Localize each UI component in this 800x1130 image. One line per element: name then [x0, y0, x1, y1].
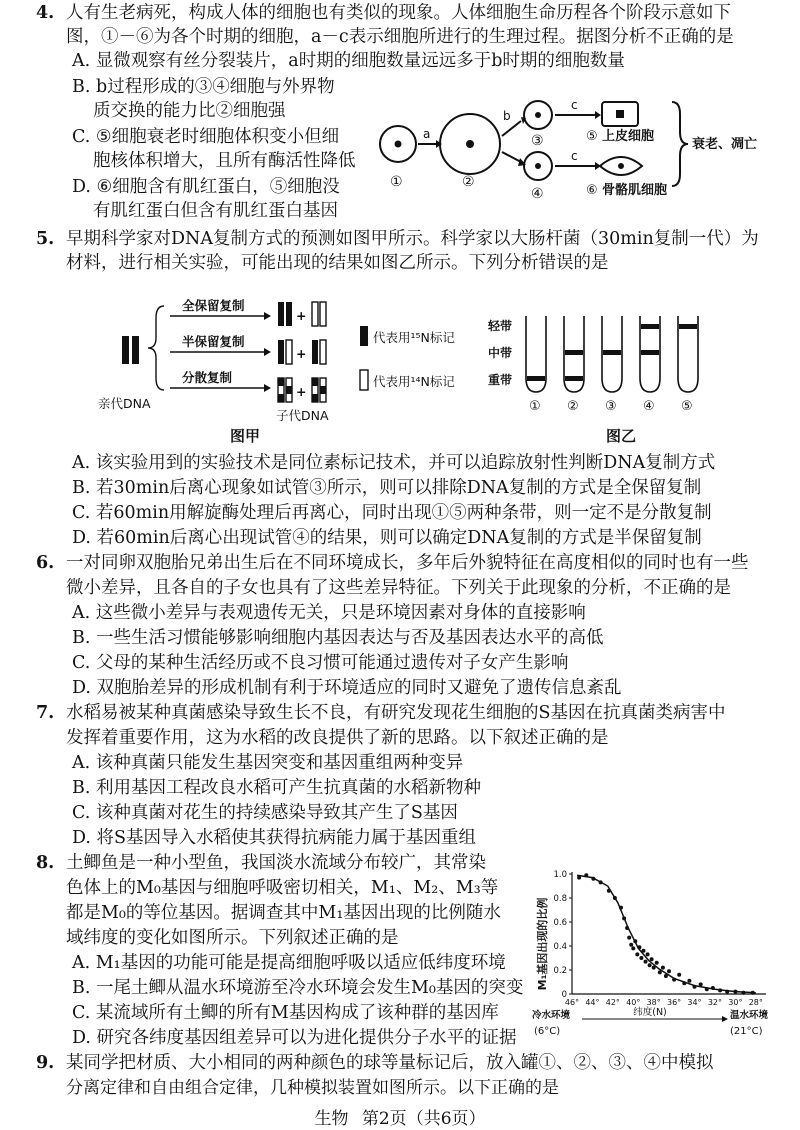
chart-data-point: [699, 982, 703, 986]
chart-right-note: 温水环境: [730, 1010, 769, 1021]
q5-stem-line2: 材料，进行相关实验，可能出现的结果如图乙所示。下列分析错误的是: [66, 253, 609, 273]
svg-text:c: c: [571, 98, 578, 112]
svg-text:⑤: ⑤: [586, 129, 598, 144]
chart-y-tick-label: 0: [561, 990, 567, 1000]
chart-data-point: [635, 952, 639, 956]
footer-subject: 生物: [314, 1109, 349, 1129]
q8-option-d: D. 研究各纬度基因组差异可以为进化提供分子水平的证据: [72, 1028, 517, 1048]
chart-data-point: [639, 956, 643, 960]
svg-text:②: ②: [567, 399, 579, 414]
chart-data-point: [625, 926, 629, 930]
svg-text:⑤: ⑤: [681, 399, 693, 414]
chart-data-point: [619, 906, 623, 910]
chart-x-tick-label: 34°: [687, 998, 702, 1007]
chart-data-point: [627, 936, 631, 940]
q7-number: 7.: [36, 703, 55, 723]
chart-data-point: [646, 952, 650, 956]
q4-stem-line2: 图，①－⑥为各个时期的细胞，a－c表示细胞所进行的生理过程。据图分析不正确的是: [66, 27, 734, 47]
q4-option-c-cont: 胞核体积增大，且所有酶活性降低: [93, 151, 356, 171]
band-light-label: 轻带: [488, 319, 513, 333]
q8-option-b: B. 一尾土鲫从温水环境游至冷水环境会发生M₀基因的突变: [72, 978, 524, 998]
q8-number: 8.: [36, 853, 55, 873]
mode-semiconservative: 半保留复制: [182, 334, 245, 349]
chart-data-point: [642, 949, 646, 953]
chart-data-point: [687, 979, 691, 983]
q4-option-d: D. ⑥细胞含有肌红蛋白，⑤细胞没: [72, 177, 340, 197]
q6-number: 6.: [36, 553, 55, 573]
svg-text:+: +: [296, 346, 307, 361]
fig-yi-caption: 图乙: [606, 427, 637, 445]
chart-data-point: [658, 970, 662, 974]
q5-figure-jia: [98, 292, 478, 438]
q8-stem-line2: 色体上的M₀基因与细胞呼吸密切相关，M₁、M₂、M₃等: [66, 878, 499, 898]
svg-text:骨骼肌细胞: 骨骼肌细胞: [602, 183, 668, 198]
svg-text:衰老、凋亡: 衰老、凋亡: [692, 137, 758, 152]
q6-stem-line2: 微小差异，且各自的子女也具有了这些差异特征。下列关于此现象的分析，不正确的是: [66, 578, 731, 598]
svg-text:④: ④: [643, 399, 655, 414]
parent-dna-label: 亲代DNA: [98, 396, 151, 411]
band-middle-label: 中带: [488, 346, 513, 360]
chart-left-note: 冷水环境: [532, 1010, 571, 1021]
q6-stem-line1: 6. 一对同卵双胞胎兄弟出生后在不同环境成长，多年后外貌特征在高度相似的同时也有一些: [36, 553, 749, 573]
chart-data-point: [637, 945, 641, 949]
chart-data-point: [733, 990, 737, 994]
q7-stem-line2: 发挥着重要作用，这为水稻的改良提供了新的思路。以下叙述正确的是: [66, 728, 609, 748]
q4-cell-diagram: [378, 88, 780, 204]
chart-x-tick-label: 36°: [667, 998, 682, 1007]
chart-x-tick-label: 40°: [626, 998, 641, 1007]
q5-option-c: C. 若60min用解旋酶处理后再离心，同时出现①⑤两种条带，则一定不是分散复制: [72, 503, 712, 523]
chart-data-point: [664, 974, 668, 978]
q5-figure-yi: [488, 312, 728, 416]
q5-number: 5.: [36, 229, 55, 249]
band-heavy-label: 重带: [488, 373, 513, 387]
svg-text:③: ③: [531, 133, 544, 149]
q9-stem-line2: 分离定律和自由组合定律，几种模拟装置如图所示。以下正确的是: [66, 1078, 559, 1098]
chart-data-point: [718, 988, 722, 992]
q7-option-c: C. 该种真菌对花生的持续感染导致其产生了S基因: [72, 803, 458, 823]
svg-text:①: ①: [529, 399, 541, 414]
q6-option-b: B. 一些生活习惯能够影响细胞内基因表达与否及基因表达水平的高低: [72, 628, 604, 648]
chart-data-point: [607, 889, 611, 893]
svg-text:②: ②: [462, 174, 475, 190]
q8-chart: [530, 862, 780, 1042]
chart-data-point: [633, 939, 637, 943]
chart-y-tick-label: 0.2: [553, 966, 567, 976]
footer-page: 第2页（共6页）: [361, 1109, 486, 1129]
q8-option-a: A. M₁基因的功能可能是提高细胞呼吸以适应低纬度环境: [72, 953, 506, 973]
chart-y-axis-label: M₁基因出现的比例: [536, 897, 549, 991]
q9-number: 9.: [36, 1053, 55, 1073]
chart-data-point: [677, 973, 681, 977]
svg-text:a: a: [423, 127, 431, 141]
svg-text:c: c: [571, 149, 578, 163]
chart-data-point: [667, 969, 671, 973]
q4-number: 4.: [36, 3, 55, 23]
page-footer: [0, 1104, 800, 1129]
q4-option-d-cont: 有肌红蛋白但含有肌红蛋白基因: [93, 201, 338, 221]
q6-option-d: D. 双胞胎差异的形成机制有利于环境适应的同时又避免了遗传信息紊乱: [72, 678, 622, 698]
chart-data-point: [705, 987, 709, 991]
chart-y-tick-label: 0.6: [553, 918, 567, 928]
svg-text:④: ④: [531, 186, 544, 202]
chart-x-tick-label: 44°: [585, 998, 600, 1007]
q4-option-a: A. 显微观察有丝分裂装片，a时期的细胞数量远远多于b时期的细胞数量: [72, 51, 625, 71]
q9-stem-line1: 9. 某同学把材质、大小相同的两种颜色的球等量标记后，放入罐①、②、③、④中模拟: [36, 1053, 714, 1073]
chart-data-point: [577, 876, 581, 880]
q7-option-d: D. 将S基因导入水稻使其获得抗病能力属于基因重组: [72, 828, 477, 848]
q4-stem-line1: 4. 人有生老病死，构成人体的细胞也有类似的现象。人体细胞生命历程各个阶段示意如下: [36, 3, 731, 23]
q6-option-a: A. 这些微小差异与表观遗传无关，只是环境因素对身体的直接影响: [72, 603, 586, 623]
chart-data-point: [742, 991, 746, 995]
q8-option-c: C. 某流域所有土鲫的所有M基因构成了该种群的基因库: [72, 1003, 499, 1023]
chart-data-point: [711, 986, 715, 990]
mode-dispersive: 分散复制: [182, 370, 233, 385]
chart-y-tick-label: 1.0: [553, 870, 567, 880]
chart-x-tick-label: 32°: [707, 998, 723, 1007]
chart-x-tick-label: 42°: [605, 998, 620, 1007]
chart-data-point: [693, 985, 697, 989]
mode-conservative: 全保留复制: [182, 298, 245, 313]
chart-data-point: [652, 966, 656, 970]
chart-data-point: [655, 961, 659, 965]
chart-data-point: [584, 873, 588, 877]
chart-data-point: [725, 990, 729, 994]
legend-14n: 代表用¹⁴N标记: [373, 374, 455, 389]
chart-data-point: [650, 957, 654, 961]
chart-data-point: [622, 916, 626, 920]
svg-text:上皮细胞: 上皮细胞: [602, 129, 655, 144]
chart-x-tick-label: 46°: [564, 998, 580, 1007]
q5-option-d: D. 若60min后离心出现试管④的结果，则可以确定DNA复制的方式是半保留复制: [72, 528, 702, 548]
chart-data-point: [613, 896, 617, 900]
chart-x-tick-label: 38°: [646, 998, 661, 1007]
right-brace: [672, 102, 688, 186]
svg-text:⑥: ⑥: [586, 183, 598, 198]
arrow-b-lower: [502, 152, 521, 162]
chart-data-point: [629, 943, 633, 947]
chart-data-point: [672, 978, 676, 982]
q5-option-b: B. 若30min后离心现象如试管③所示，则可以排除DNA复制的方式是全保留复制: [72, 478, 702, 498]
q7-option-a: A. 该种真菌只能发生基因突变和基因重组两种变异: [72, 753, 464, 773]
svg-text:③: ③: [605, 399, 617, 414]
q7-option-b: B. 利用基因工程改良水稻可产生抗真菌的水稻新物种: [72, 778, 481, 798]
chart-data-point: [591, 877, 595, 881]
chart-x-tick-label: 28°: [748, 998, 763, 1007]
svg-text:①: ①: [390, 174, 403, 190]
chart-x-axis-label: 纬度(N): [633, 1007, 667, 1018]
q7-stem-line1: 7. 水稻易被某种真菌感染导致生长不良，有研究发现花生细胞的S基因在抗真菌类病害中: [36, 703, 726, 723]
q6-option-c: C. 父母的某种生活经历或不良习惯可能通过遗传对子女产生影响: [72, 653, 569, 673]
chart-data-point: [682, 981, 686, 985]
svg-text:+: +: [296, 308, 307, 323]
chart-data-point: [751, 991, 755, 995]
chart-data-point: [631, 946, 635, 950]
q5-stem-line1: 5. 早期科学家对DNA复制方式的预测如图甲所示。科学家以大肠杆菌（30min复制一代）为: [36, 229, 759, 249]
chart-data-point: [661, 966, 665, 970]
child-dna-label: 子代DNA: [276, 408, 329, 423]
chart-y-tick-label: 0.8: [553, 894, 567, 904]
q5-option-a: A. 该实验用到的实验技术是同位素标记技术，并可以追踪放射性判断DNA复制方式: [72, 453, 716, 473]
arrow-b-upper: [502, 121, 521, 136]
chart-x-tick-label: 30°: [728, 998, 743, 1007]
chart-data-point: [648, 963, 652, 967]
q8-stem-line3: 都是M₀的等位基因。据调查其中M₁基因出现的比例随水: [66, 903, 501, 923]
q4-option-b: B. b过程形成的③④细胞与外界物: [72, 77, 335, 97]
chart-right-temp: (21°C): [730, 1026, 763, 1037]
q8-stem-line1: 8. 土鲫鱼是一种小型鱼，我国淡水流域分布较广，其常染: [36, 853, 486, 873]
fig-jia-caption: 图甲: [230, 427, 261, 445]
q4-option-b-cont: 质交换的能力比②细胞强: [93, 101, 286, 121]
svg-text:b: b: [503, 109, 511, 123]
chart-left-temp: (6°C): [534, 1026, 561, 1037]
chart-data-point: [599, 880, 603, 884]
chart-y-tick-label: 0.4: [553, 942, 567, 952]
legend-15n: 代表用¹⁵N标记: [373, 330, 455, 345]
q8-stem-line4: 域纬度的变化如图所示。下列叙述正确的是: [66, 928, 399, 948]
chart-data-point: [644, 960, 648, 964]
svg-text:+: +: [296, 384, 307, 399]
q4-option-c: C. ⑤细胞衰老时细胞体积变小但细: [72, 127, 340, 147]
